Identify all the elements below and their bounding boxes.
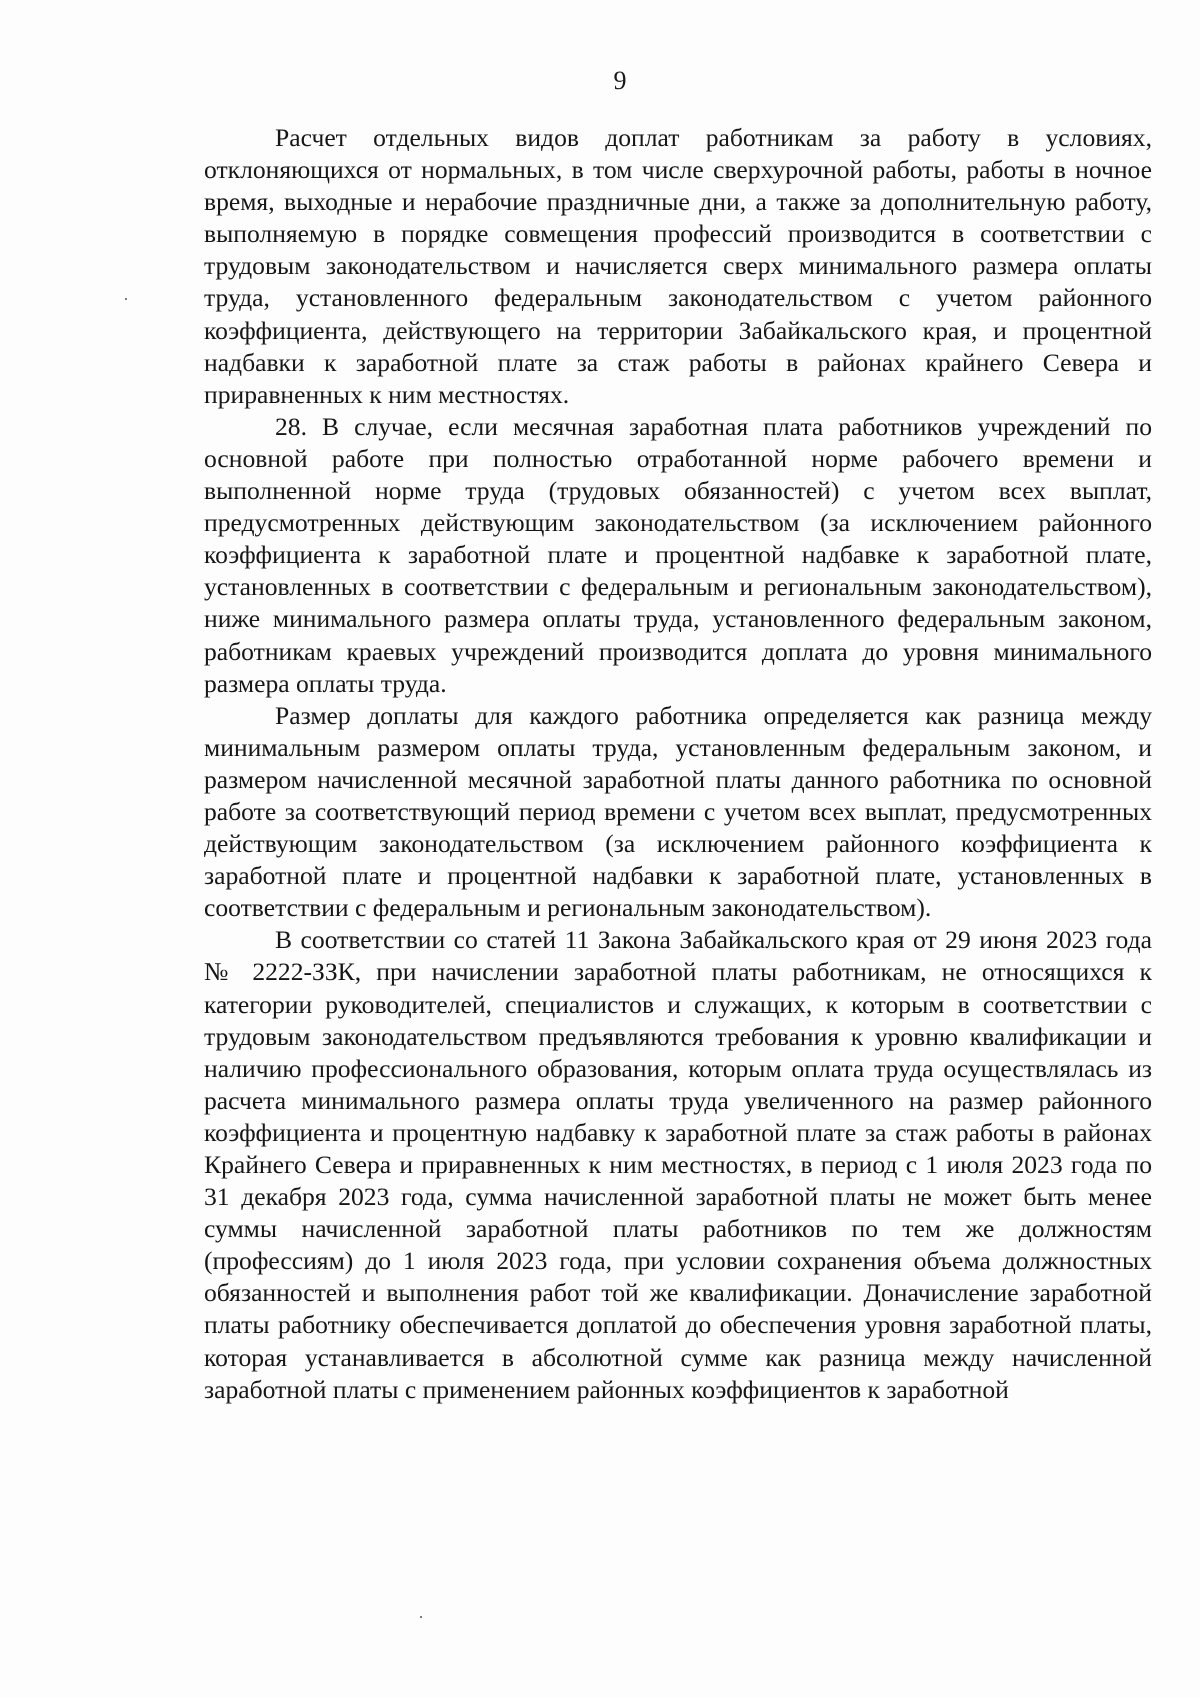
paragraph-clause-28: 28. В случае, если месячная заработная плата работников учреждений по основной работе при полностью отработанной норме рабочего времени и выполненной норме труда (трудовых обязанностей) с учетом всех выплат, предусмотренных действующим законодательством (за исключением районного коэффициента к заработной плате и процентной надбавке к заработной плате, установленных в соответствии с федеральным и региональным законодательством), ниже минимального размера оплаты труда, установленного федеральным законом, работникам краевых учреждений производится доплата до уровня минимального размера оплаты труда. — [204, 411, 1152, 698]
paragraph-law-reference: В соответствии со статей 11 Закона Забайкальского края от 29 июня 2023 года № 2222-ЗЗК, при начислении заработной платы работникам, не относящихся к категории руководителей, специалистов и служащих, к которым в соответствии с трудовым законодательством предъявляются требования к уровню квалификации и наличию профессионального образования, которым оплата труда осуществлялась из расчета минимального размера оплаты труда увеличенного на размер районного коэффициента и процентную надбавку к заработной плате за стаж работы в районах Крайнего Севера и приравненных к ним местностях, в период с 1 июля 2023 года по 31 декабря 2023 года, сумма начисленной заработной платы не может быть менее суммы начисленной заработной платы работников по тем же должностям (профессиям) до 1 июля 2023 года, при условии сохранения объема должностных обязанностей и выполнения работ той же квалификации. Доначисление заработной платы работнику обеспечивается доплатой до обеспечения уровня заработной платы, которая устанавливается в абсолютной сумме как разница между начисленной заработной платы с применением районных коэффициентов к заработной — [204, 925, 1152, 1404]
page-number: 9 — [613, 66, 627, 95]
scan-speck — [420, 1616, 422, 1618]
paragraph-payment-size: Размер доплаты для каждого работника определяется как разница между минимальным размером оплаты труда, установленным федеральным законом, и размером начисленной месячной заработной платы данного работника по основной работе за соответствующий период времени с учетом всех выплат, предусмотренных действующим законодательством (за исключением районного коэффициента к заработной плате и процентной надбавки к заработной плате, установленных в соответствии с федеральным и региональным законодательством). — [204, 700, 1152, 923]
scan-speck — [125, 298, 127, 300]
paragraph-extra-payments: Расчет отдельных видов доплат работникам за работу в условиях, отклоняющихся от нормальных, в том числе сверхурочной работы, работы в ночное время, выходные и нерабочие праздничные дни, а также за дополнительную работу, выполняемую в порядке совмещения профессий производится в соответствии с трудовым законодательством и начисляется сверх минимального размера оплаты труда, установленного федеральным законодательством с учетом районного коэффициента, действующего на территории Забайкальского края, и процентной надбавки к заработной плате за стаж работы в районах крайнего Севера и приравненных к ним местностях. — [204, 123, 1152, 409]
document-body — [204, 122, 1152, 1406]
